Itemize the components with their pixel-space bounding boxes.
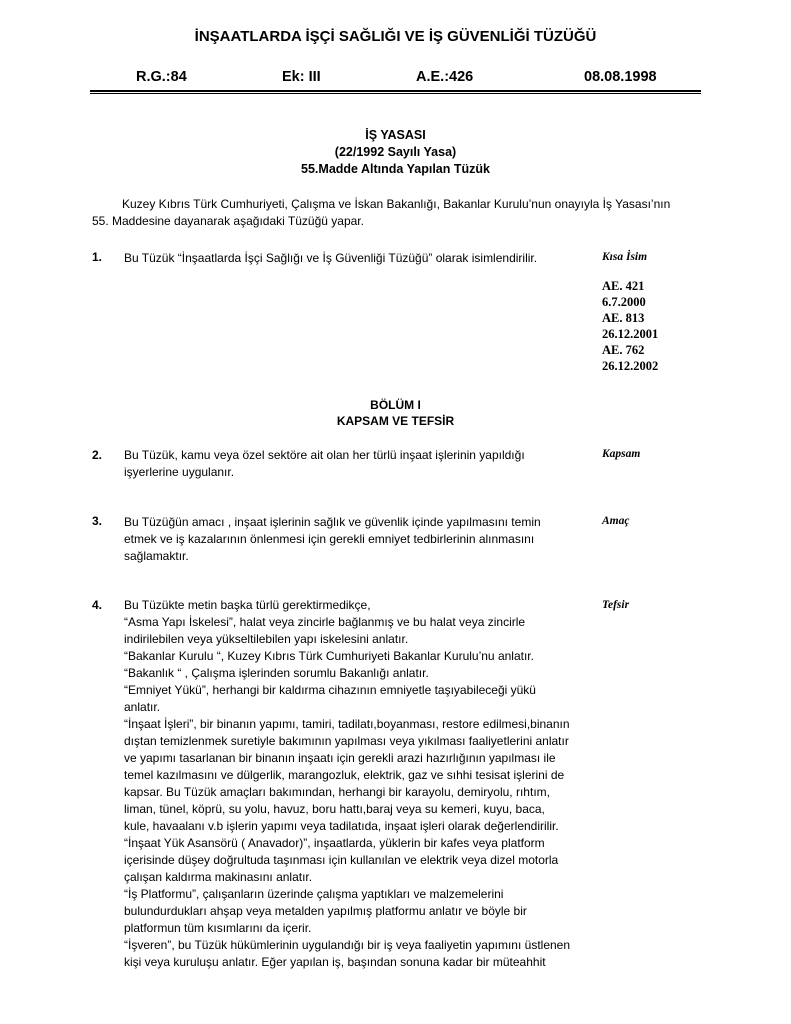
article-line: ve yapımı tasarlanan bir binanın inşaatı için gerekli arazi hazırlığının yapılması ile <box>124 751 556 765</box>
amendment-list <box>602 278 658 374</box>
article-number: 3. <box>92 514 103 528</box>
law-article: 55.Madde Altında Yapılan Tüzük <box>301 162 490 176</box>
header-rule-thin <box>90 93 701 94</box>
article-line: “Bakanlık “ , Çalışma işlerinden sorumlu Bakanlığı anlatır. <box>124 666 429 680</box>
intro-line-2: 55. Maddesine dayanarak aşağıdaki Tüzüğü yapar. <box>92 214 364 228</box>
article-line: “İnşaat Yük Asansörü ( Anavador)”, inşaatlarda, yüklerin bir kafes veya platform <box>124 836 545 850</box>
article-line: “Bakanlar Kurulu “, Kuzey Kıbrıs Türk Cumhuriyeti Bakanlar Kurulu’nu anlatır. <box>124 649 534 663</box>
article-line: “Asma Yapı İskelesi”, halat veya zincirle bağlanmış ve bu halat veya zincirle <box>124 615 526 629</box>
side-note: Kısa İsim <box>602 251 648 263</box>
amendment-date: 26.12.2001 <box>602 327 659 341</box>
ae-number: A.E.:426 <box>416 69 474 85</box>
amendment-ref: AE. 813 <box>602 311 645 325</box>
article-line: Bu Tüzüğün amacı , inşaat işlerinin sağlık ve güvenlik içinde yapılmasını temin <box>124 515 541 529</box>
article-line: etmek ve iş kazalarının önlenmesi için gerekli emniyet tedbirlerinin alınmasını <box>124 532 535 546</box>
article-line: liman, tünel, köprü, su yolu, havuz, boru hattı,baraj veya su kemeri, kuyu, baca, <box>124 802 545 816</box>
law-number: (22/1992 Sayılı Yasa) <box>334 145 457 159</box>
article-line: kişi veya kuruluşu anlatır. Eğer yapılan iş, başından sonuna kadar bir müteahhit <box>124 955 546 969</box>
article-line: Bu Tüzük, kamu veya özel sektöre ait olan her türlü inşaat işlerinin yapıldığı <box>124 448 525 462</box>
amendment-date: 6.7.2000 <box>602 295 646 309</box>
header-rule <box>90 90 701 92</box>
article-line: anlatır. <box>124 700 161 714</box>
intro-line-1: Kuzey Kıbrıs Türk Cumhuriyeti, Çalışma ve İskan Bakanlığı, Bakanlar Kurulu’nun onayıyla İş Yasası’nın <box>122 197 671 211</box>
article-line: kule, havaalanı v.b işlerin yapımı veya tadilatıda, inşaat işleri olarak değerlendirilir. <box>124 819 559 833</box>
article-line: Bu Tüzükte metin başka türlü gerektirmedikçe, <box>124 598 371 612</box>
article-line: temel kazılmasını ve dülgerlik, marangozluk, elektrik, gaz ve sıhhi tesisat işlerini de <box>124 768 565 782</box>
amendment-date: 26.12.2002 <box>602 359 659 373</box>
article-number: 4. <box>92 598 103 612</box>
article-number: 2. <box>92 448 103 462</box>
article-text <box>124 597 573 971</box>
article-line: kapsar. Bu Tüzük amaçları bakımından, herhangi bir karayolu, demiryolu, rıhtım, <box>124 785 550 799</box>
document-title: İNŞAATLARDA İŞÇİ SAĞLIĞI VE İŞ GÜVENLİĞİ TÜZÜĞÜ <box>194 28 597 45</box>
article-line: “Emniyet Yükü”, herhangi bir kaldırma cihazının emniyetle taşıyabileceği yükü <box>124 683 536 697</box>
article-text <box>124 447 573 481</box>
law-name: İŞ YASASI <box>365 128 426 142</box>
article-text <box>124 514 573 565</box>
article-line: “İnşaat İşleri”, bir binanın yapımı, tamiri, tadilatı,boyanması, restore edilmesi,binanın <box>124 717 570 731</box>
article-line: çalışan kaldırma makinasını anlatır. <box>124 870 313 884</box>
rg-number: R.G.:84 <box>136 69 187 85</box>
article-line: sağlamaktır. <box>124 549 189 563</box>
annex-number: Ek: III <box>282 69 321 85</box>
section-title: BÖLÜM I <box>370 398 421 412</box>
side-note: Tefsir <box>602 599 630 611</box>
amendment-ref: AE. 762 <box>602 343 645 357</box>
amendment-ref: AE. 421 <box>602 279 645 293</box>
article-line: “İşveren”, bu Tüzük hükümlerinin uygulandığı bir iş veya faaliyetin yapımını üstlenen <box>124 938 571 952</box>
article-line: dıştan temizlenmek suretiyle bakımının yapılması veya yıkılması faaliyetlerini anlatır <box>124 734 569 748</box>
side-note: Amaç <box>602 515 630 527</box>
publication-date: 08.08.1998 <box>584 69 657 85</box>
article-line: bulundurdukları ahşap veya metalden yapılmış platformu anlatır ve böyle bir <box>124 904 527 918</box>
side-note: Kapsam <box>602 448 641 460</box>
article-line: indirilebilen veya yükseltilebilen yapı iskelesini anlatır. <box>124 632 409 646</box>
section-subtitle: KAPSAM VE TEFSİR <box>336 414 455 428</box>
article-line: işyerlerine uygulanır. <box>124 465 235 479</box>
article-line: platformun tüm kısımlarını da içerir. <box>124 921 312 935</box>
article-number: 1. <box>92 250 103 264</box>
article-text <box>124 250 573 267</box>
article-line: Bu Tüzük “İnşaatlarda İşçi Sağlığı ve İş Güvenliği Tüzüğü” olarak isimlendirilir. <box>124 251 538 265</box>
article-line: içerisinde düşey doğrultuda taşınması için kullanılan ve elektrik veya dizel motorla <box>124 853 559 867</box>
article-line: “İş Platformu”, çalışanların üzerinde çalışma yaptıkları ve malzemelerini <box>124 887 504 901</box>
